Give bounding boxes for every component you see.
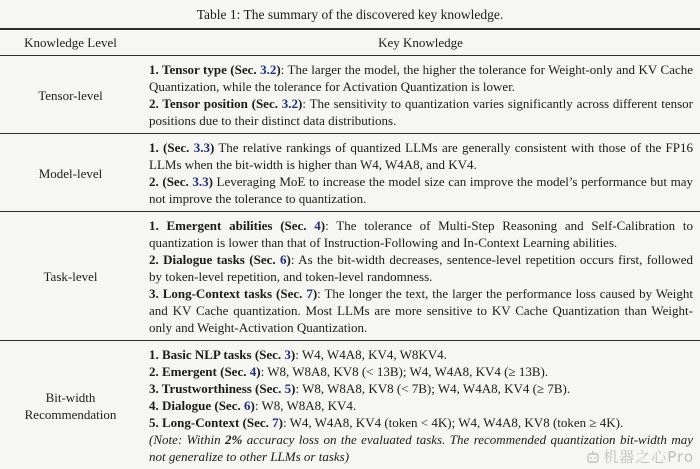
col-header-key-knowledge: Key Knowledge [378, 35, 463, 50]
knowledge-table [0, 28, 700, 469]
text-segment: 2. (Sec. [149, 174, 193, 189]
section-ref[interactable]: 4 [314, 218, 321, 233]
text-segment: The relative rankings of quantized LLMs are generally consistent with those of the FP16 LLMs when the bit-width is higher than W4, W4A8, and KV4. [149, 140, 693, 172]
section-ref[interactable]: 3.3 [193, 140, 210, 155]
table-row [0, 340, 700, 469]
knowledge-level-cell: Tensor-level [38, 87, 103, 103]
section-ref[interactable]: 7 [306, 286, 313, 301]
text-segment: 2% [225, 432, 243, 447]
table-row [0, 133, 700, 211]
text-segment: 3. Trustworthiness (Sec. [149, 381, 285, 396]
key-knowledge-item [149, 380, 693, 397]
text-segment: : The longer the text, the larger the performance loss caused by Weight and KV Cache quantization. Most LLMs are more sensitive to KV Cache Quantization than Weight-only and Weight-Activation Quantization. [149, 286, 693, 335]
key-knowledge-item [149, 363, 693, 380]
section-ref[interactable]: 3.3 [192, 174, 209, 189]
section-ref[interactable]: 3.2 [260, 62, 277, 77]
key-knowledge-item [149, 173, 693, 207]
text-segment: ) [286, 252, 291, 267]
section-ref[interactable]: 3 [284, 347, 291, 362]
text-segment: 5. Long-Context (Sec. [149, 415, 273, 430]
section-ref[interactable]: 6 [280, 252, 287, 267]
knowledge-level-cell: Bit-width Recommendation [24, 389, 117, 422]
text-segment: : The larger the model, the higher the tolerance for Weight-only and KV Cache Quantization, while the tolerance for Activation Quantization is lower. [149, 62, 694, 94]
key-knowledge-item [149, 431, 693, 465]
text-segment: accuracy loss on the evaluated tasks. The recommended quantization bit-width may not generalize to other LLMs or tasks) [149, 432, 693, 464]
knowledge-level-cell: Task-level [43, 269, 98, 284]
text-segment: ) [256, 364, 261, 379]
section-ref[interactable]: 3.2 [281, 96, 299, 111]
text-segment: ) [209, 140, 215, 155]
text-segment: 4. Dialogue (Sec. [149, 398, 244, 413]
key-knowledge-item [149, 346, 693, 363]
text-segment: : The sensitivity to quantization varies significantly across different tensor positions due to their distinct data distributions. [149, 96, 693, 128]
text-segment: : W4, W4A8, KV4, W8KV4. [295, 347, 447, 362]
text-segment: 1. Emergent abilities (Sec. [149, 218, 315, 233]
section-ref[interactable]: 6 [243, 398, 251, 413]
text-segment: Leveraging MoE to increase the model size can improve the model’s performance but may not improve the tolerance to quantization. [149, 174, 693, 206]
text-segment: ) [320, 218, 326, 233]
key-knowledge-item [149, 251, 693, 285]
text-segment: 2. Dialogue tasks (Sec. [149, 252, 281, 267]
text-segment: ) [278, 415, 283, 430]
section-ref[interactable]: 4 [249, 364, 257, 379]
text-segment: 1. Tensor type (Sec. [149, 62, 261, 77]
section-ref[interactable]: 7 [272, 415, 279, 430]
text-segment: ) [291, 381, 296, 396]
key-knowledge-item [149, 397, 693, 414]
key-knowledge-cell [141, 341, 700, 469]
key-knowledge-item [149, 285, 693, 336]
text-segment: 1. Basic NLP tasks (Sec. [149, 347, 285, 362]
text-segment: ) [298, 96, 303, 111]
text-segment: 2. Emergent (Sec. [149, 364, 250, 379]
key-knowledge-cell [141, 56, 700, 133]
table-caption: Table 1: The summary of the discovered key knowledge. [196, 7, 504, 22]
key-knowledge-cell [141, 212, 700, 340]
text-segment: : W8, W8A8, KV8 (< 13B); W4, W4A8, KV4 (≥ 13B). [260, 364, 549, 379]
table-body [0, 56, 700, 469]
col-header-knowledge-level: Knowledge Level [24, 35, 117, 50]
text-segment: : W4, W4A8, KV4 (token < 4K); W4, W4A8, KV8 (token ≥ 4K). [282, 415, 624, 430]
table-row [0, 56, 700, 133]
text-segment: 1. (Sec. [149, 140, 194, 155]
text-segment: ) [208, 174, 213, 189]
text-segment: ) [290, 347, 296, 362]
table-row [0, 211, 700, 340]
section-ref[interactable]: 5 [284, 381, 292, 396]
key-knowledge-item [149, 139, 693, 173]
table-header-row [0, 30, 700, 56]
text-segment: ) [250, 398, 255, 413]
text-segment: (Note: Within [149, 432, 225, 447]
text-segment: ) [276, 62, 281, 77]
text-segment: 3. Long-Context tasks (Sec. [149, 286, 307, 301]
text-segment: : W8, W8A8, KV8 (< 7B); W4, W4A8, KV4 (≥ 7B). [295, 381, 571, 396]
text-segment: : As the bit-width decreases, sentence-level repetition occurs first, followed by token-level repetition, and token-level randomness. [149, 252, 693, 284]
text-segment: ) [312, 286, 318, 301]
watermark-text: 机器之心Pro [603, 448, 694, 466]
key-knowledge-item [149, 217, 693, 251]
key-knowledge-cell [141, 134, 700, 211]
key-knowledge-item [149, 414, 693, 431]
key-knowledge-item [149, 95, 693, 129]
text-segment: 2. Tensor position (Sec. [149, 96, 282, 111]
knowledge-level-cell: Model-level [38, 165, 103, 181]
key-knowledge-item [149, 61, 693, 95]
text-segment: : The tolerance of Multi-Step Reasoning and Self-Calibration to quantization is lower than that of Instruction-Following and In-Context Learning abilities. [149, 218, 694, 250]
text-segment: : W8, W8A8, KV4. [254, 398, 357, 413]
